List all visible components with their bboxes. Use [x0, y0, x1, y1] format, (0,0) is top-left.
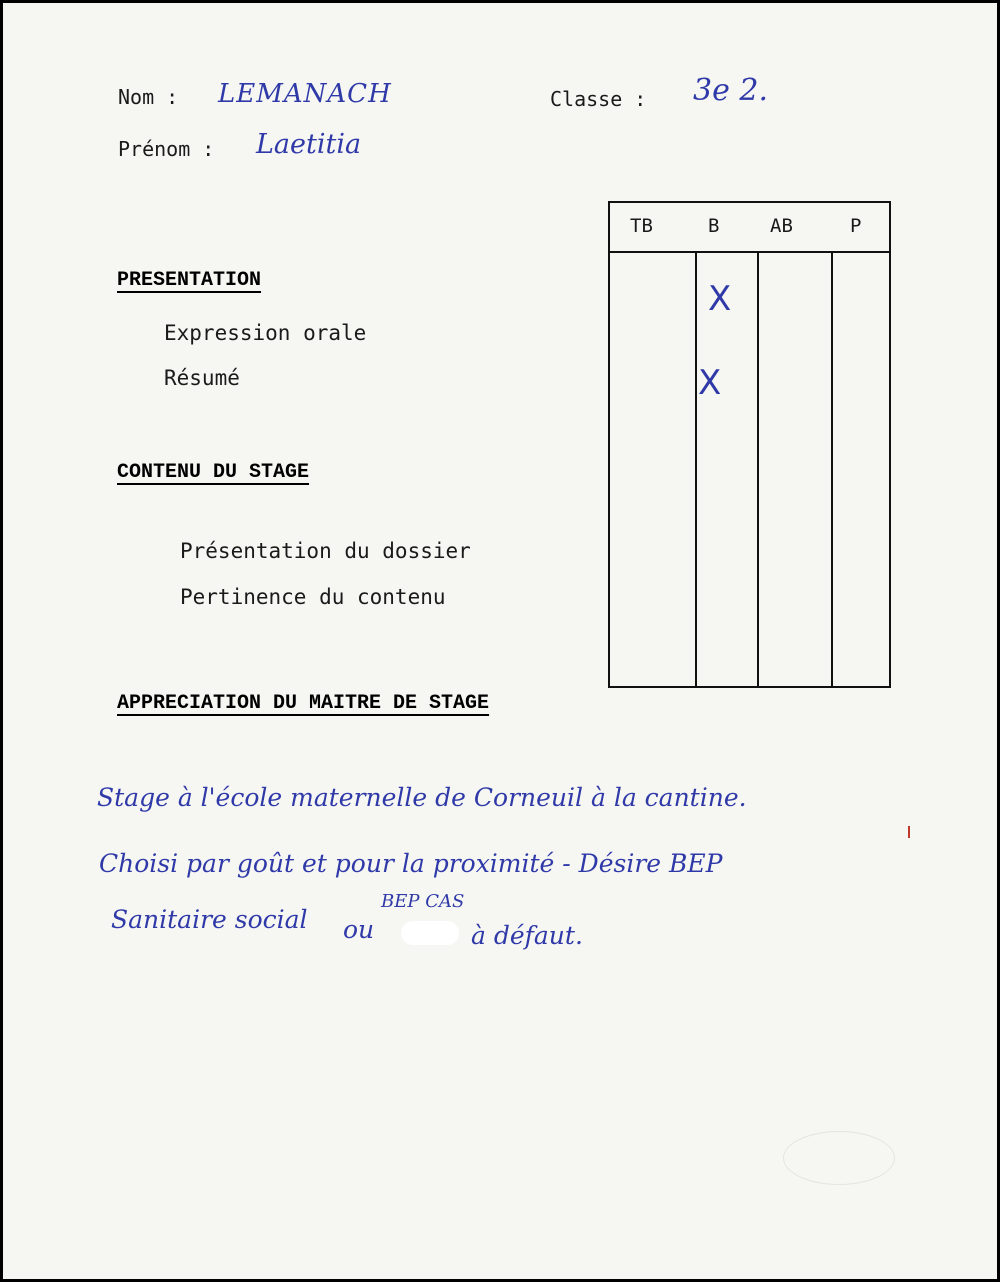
- section-title-contenu: CONTENU DU STAGE: [117, 461, 310, 484]
- grid-divider-1: [695, 251, 697, 686]
- column-header-tb: TB: [630, 215, 653, 237]
- appreciation-line-2: Choisi par goût et pour la proximité - Désire BEP: [99, 849, 723, 878]
- prenom-value: Laetitia: [256, 129, 362, 160]
- nom-label: Nom :: [118, 85, 179, 109]
- item-resume: Résumé: [164, 366, 240, 390]
- column-header-ab: AB: [770, 215, 793, 237]
- correction-fluid-mark: [401, 921, 459, 945]
- section-title-presentation: PRESENTATION: [117, 269, 262, 292]
- column-header-p: P: [850, 215, 862, 237]
- grid-divider-2: [757, 251, 759, 686]
- appreciation-line-1: Stage à l'école maternelle de Corneuil à la cantine.: [97, 783, 747, 812]
- classe-label: Classe :: [550, 87, 647, 111]
- nom-value: LEMANACH: [218, 79, 392, 109]
- faint-stamp: [783, 1131, 895, 1185]
- appreciation-line-3b: ou: [343, 915, 375, 944]
- appreciation-line-3a: Sanitaire social: [111, 905, 308, 934]
- grid-divider-3: [831, 251, 833, 686]
- rating-grid-header: [610, 203, 889, 253]
- appreciation-line-3c: à défaut.: [471, 921, 583, 950]
- item-expression-orale: Expression orale: [164, 321, 367, 345]
- check-mark-expression-orale: X: [708, 279, 732, 319]
- item-pertinence-contenu: Pertinence du contenu: [180, 585, 446, 609]
- rating-grid: [608, 201, 891, 688]
- column-header-b: B: [708, 215, 720, 237]
- check-mark-resume: X: [698, 363, 722, 403]
- item-presentation-dossier: Présentation du dossier: [180, 539, 471, 563]
- appreciation-insert: BEP CAS: [381, 891, 465, 912]
- classe-value: 3e 2.: [693, 73, 768, 108]
- prenom-label: Prénom :: [118, 137, 215, 161]
- section-title-appreciation: APPRECIATION DU MAITRE DE STAGE: [117, 692, 490, 715]
- document-page: [3, 3, 997, 1279]
- red-pen-tick: [908, 826, 910, 838]
